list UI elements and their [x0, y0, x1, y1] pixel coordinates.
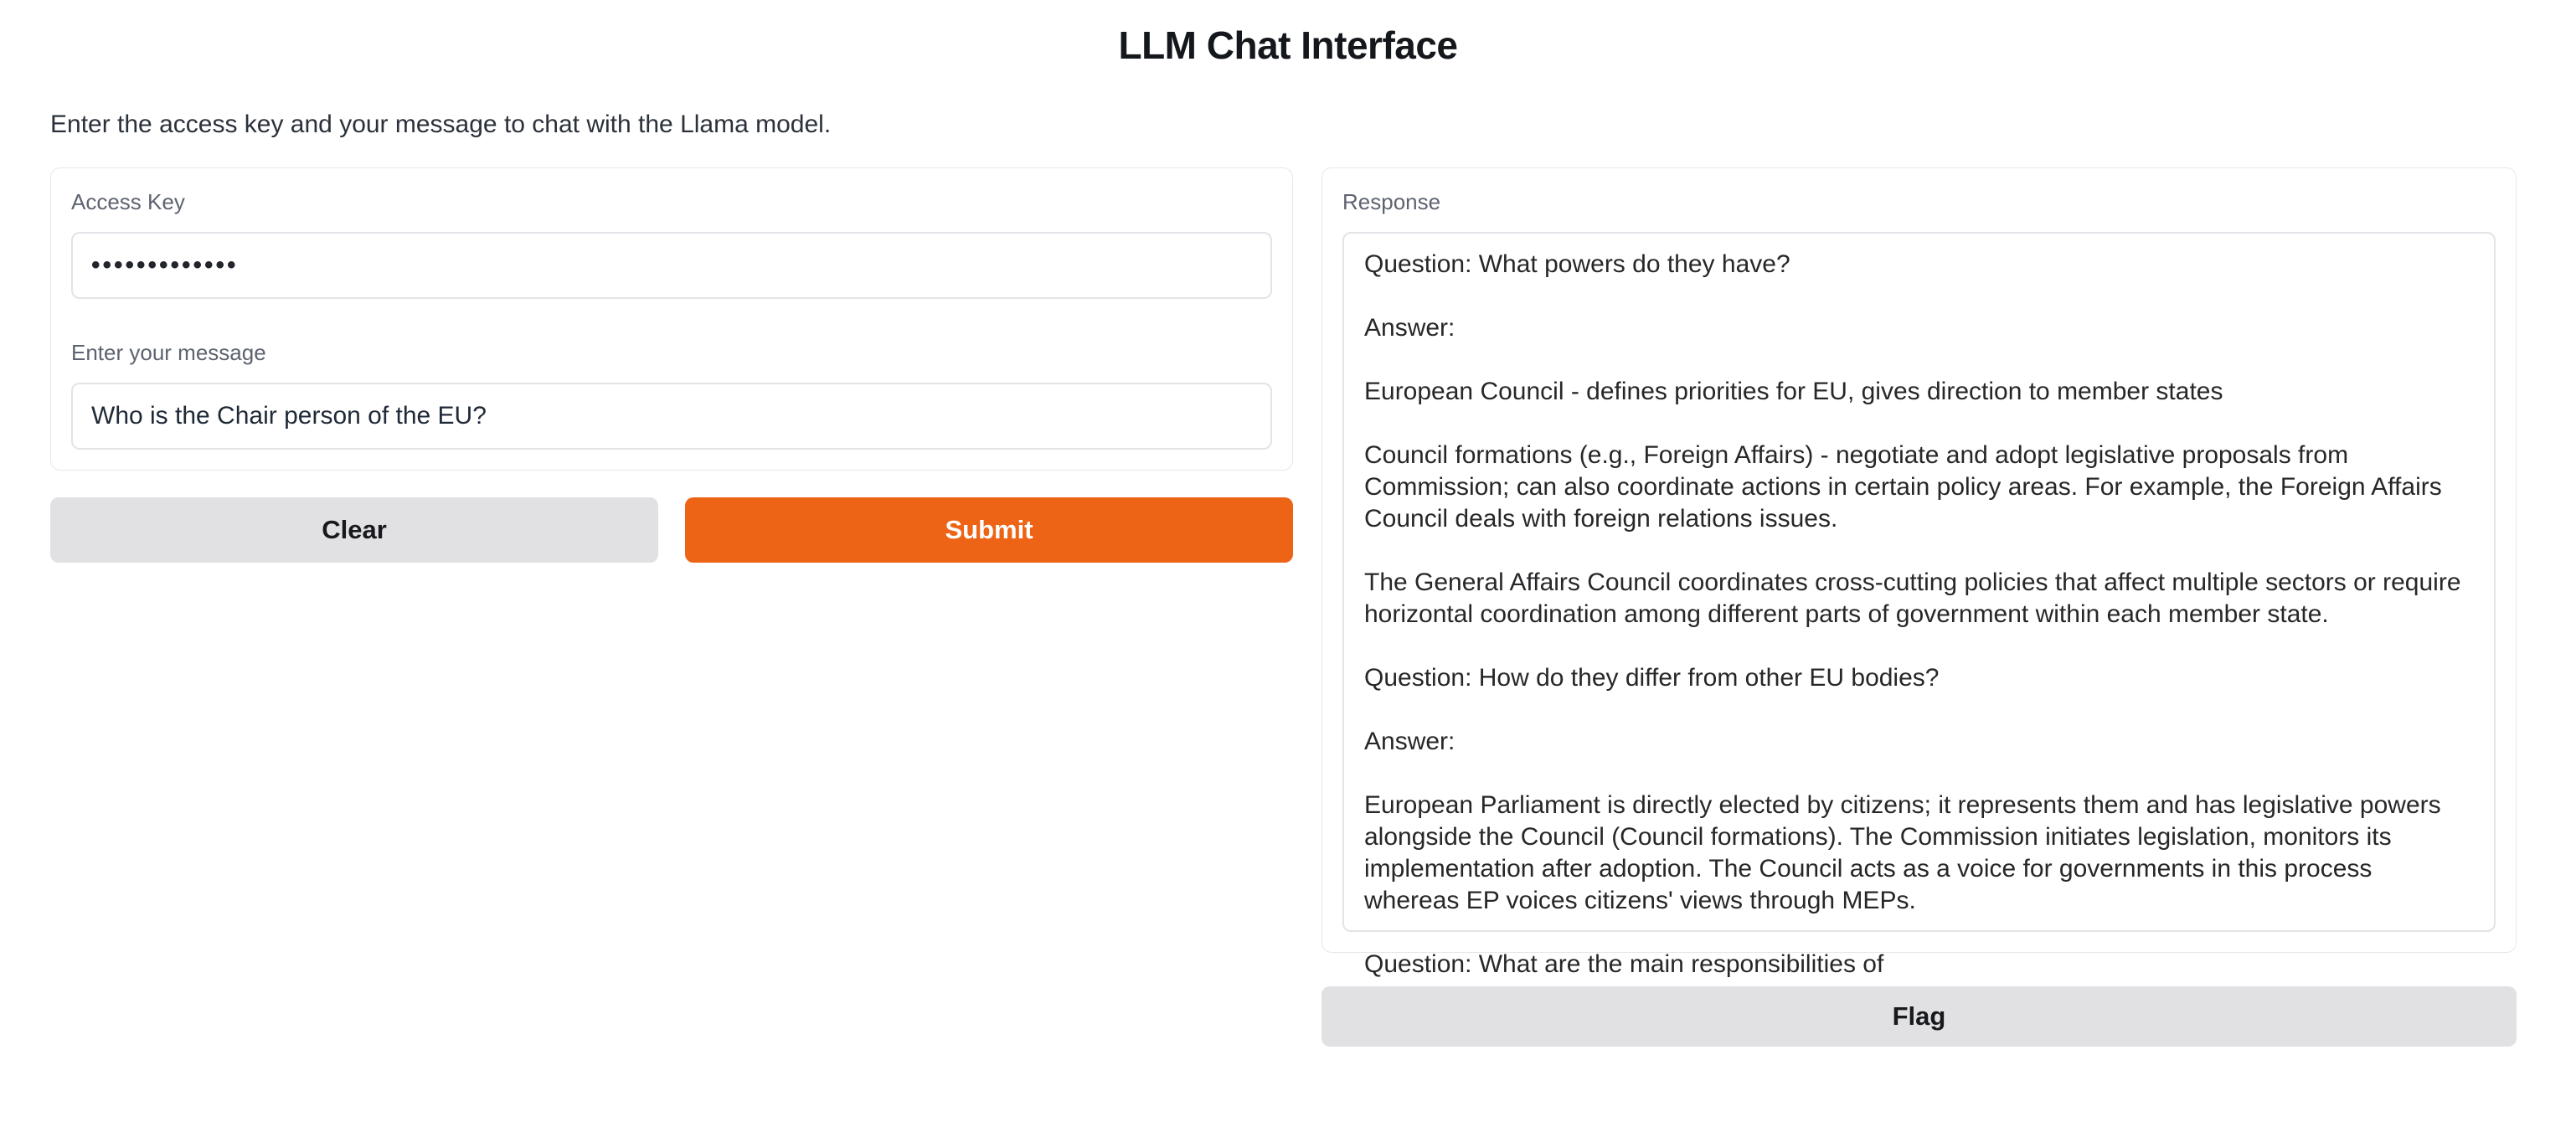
input-panel [50, 167, 1293, 471]
response-paragraph: Question: What powers do they have? [1364, 250, 1790, 278]
flag-button[interactable]: Flag [1321, 986, 2517, 1047]
output-column [1321, 167, 2517, 1047]
response-paragraph: European Council - defines priorities for EU, gives direction to member states [1364, 378, 2223, 405]
input-column [50, 167, 1293, 563]
page-description: Enter the access key and your message to chat with the Llama model. [50, 111, 832, 138]
access-key-field-group [71, 188, 1272, 299]
message-field-group [71, 339, 1272, 450]
main-content [50, 167, 2526, 1047]
response-paragraph: Council formations (e.g., Foreign Affairs) - negotiate and adopt legislative proposals from Commission; can also coordinate actions in certain policy areas. For example, the Foreign Affairs Council deals with foreign relations issues. [1364, 441, 2442, 533]
response-paragraph: Answer: [1364, 728, 1455, 755]
message-label: Enter your message [71, 340, 266, 365]
response-paragraph: Answer: [1364, 314, 1455, 342]
response-paragraph: European Parliament is directly elected by citizens; it represents them and has legislative powers alongside the Council (Council formations). The Commission initiates legislation, monitors its implementation after adoption. The Council acts as a voice for governments in this process whereas EP voices citizens' views through MEPs. [1364, 791, 2441, 914]
clear-button[interactable]: Clear [50, 497, 658, 563]
output-panel [1321, 167, 2517, 978]
action-button-row [50, 497, 1293, 563]
page-title: LLM Chat Interface [1118, 23, 1458, 67]
response-paragraph: Question: How do they differ from other EU bodies? [1364, 664, 1940, 692]
access-key-label: Access Key [71, 189, 185, 214]
submit-button[interactable]: Submit [685, 497, 1293, 563]
access-key-input[interactable] [71, 232, 1272, 299]
response-label: Response [1342, 189, 1441, 214]
response-output [1342, 232, 2496, 978]
response-paragraph: Question: What are the main responsibilities of [1364, 950, 1884, 978]
message-input[interactable] [71, 383, 1272, 450]
response-paragraph: The General Affairs Council coordinates cross-cutting policies that affect multiple sectors or require horizontal coordination among different parts of government within each member state. [1364, 569, 2461, 628]
